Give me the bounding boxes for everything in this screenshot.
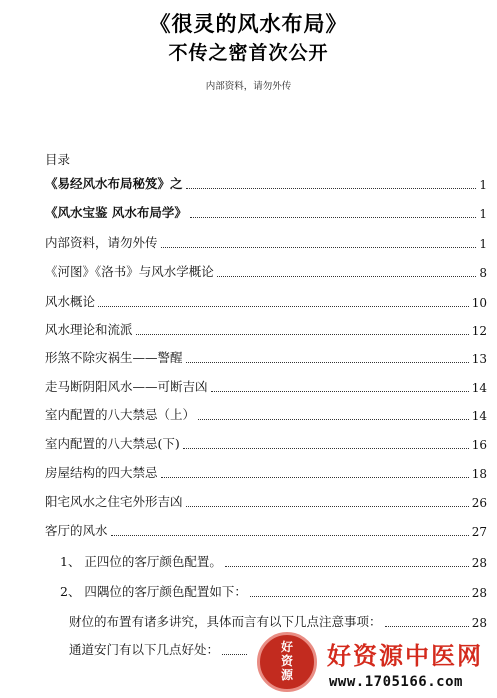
toc-entry[interactable] [45,409,487,422]
watermark-url: www.1705166.com [329,674,463,690]
toc-entry[interactable] [45,207,487,220]
toc-entry[interactable] [45,237,487,250]
toc-dot-leader [186,362,469,363]
toc-entry-page: 26 [471,495,487,510]
toc-heading: 目录 [45,152,71,167]
toc-dot-leader [161,477,469,478]
toc-entry-page: 10 [471,295,487,310]
toc-entry[interactable] [69,616,487,629]
toc-entry-label: 风水概论 [45,294,96,309]
toc-entry-page: 1 [479,236,487,251]
toc-dot-leader [217,276,477,277]
toc-dot-leader [198,419,469,420]
toc-dot-leader [222,654,247,655]
toc-entry[interactable] [45,178,487,191]
toc-entry-page: 27 [471,524,487,539]
toc-entry-label: 2、 四隅位的客厅颜色配置如下： [60,584,247,599]
toc-entry[interactable] [45,467,487,480]
toc-dot-leader [190,217,477,218]
toc-entry[interactable] [60,586,487,599]
toc-entry[interactable] [45,525,487,538]
watermark-text: 好资源中医网 [327,642,483,670]
toc-dot-leader [186,188,477,189]
toc-entry-label: 室内配置的八大禁忌(下) [45,436,180,451]
toc-entry-label: 房屋结构的四大禁忌 [45,465,158,480]
toc-entry[interactable] [45,438,487,451]
toc-entry-page: 14 [471,380,487,395]
toc-dot-leader [186,506,469,507]
toc-dot-leader [111,535,469,536]
toc-entry-page: 13 [471,351,487,366]
toc-dot-leader [385,626,469,627]
toc-entry[interactable] [45,266,487,279]
toc-entry-label: 《河图》《洛书》与风水学概论 [45,264,214,279]
toc-entry-page: 1 [479,177,487,192]
toc-entry-page: 8 [479,265,487,280]
seal-char: 源 [280,667,293,682]
toc-entry-page: 28 [471,615,487,630]
toc-entry-page: 28 [471,585,487,600]
toc-entry-page: 1 [479,206,487,221]
toc-entry-label: 《风水宝鉴 风水布局学》 [45,205,187,220]
watermark [255,630,497,698]
toc-dot-leader [183,448,469,449]
toc-entry-label: 财位的布置有诸多讲究，具体而言有以下几点注意事项： [69,614,382,629]
toc-entry-page: 14 [471,408,487,423]
toc-entry-page: 28 [471,555,487,570]
toc-dot-leader [211,391,469,392]
toc-entry-page: 16 [471,437,487,452]
seal-char: 资 [280,654,293,669]
toc-entry-label: 《易经风水布局秘笈》之 [45,176,183,191]
toc-dot-leader [161,247,477,248]
toc-dot-leader [98,306,469,307]
toc-entry-label: 通道安门有以下几点好处： [69,642,220,657]
toc-entry[interactable] [60,556,487,569]
toc-entry-page: 18 [471,466,487,481]
toc-entry-label: 客厅的风水 [45,523,108,538]
toc-entry[interactable] [45,324,487,337]
toc-entry-label: 阳宅风水之住宅外形吉凶 [45,494,183,509]
toc-entry-label: 1、 正四位的客厅颜色配置。 [60,554,222,569]
toc-entry[interactable] [45,296,487,309]
toc-entry-label: 风水理论和流派 [45,322,133,337]
toc-entry-label: 内部资料，请勿外传 [45,235,158,250]
toc-entry-page: 12 [471,323,487,338]
document-title: 《很灵的风水布局》 [149,12,348,36]
toc-dot-leader [250,596,469,597]
watermark-seal [257,632,317,692]
toc-entry-label: 形煞不除灾祸生——警醒 [45,350,183,365]
toc-dot-leader [225,566,469,567]
toc-entry[interactable] [69,644,250,657]
document-subtitle: 不传之密首次公开 [168,42,329,64]
confidential-note: 内部资料，请勿外传 [205,81,292,92]
toc-entry-label: 室内配置的八大禁忌（上） [45,407,196,422]
toc-dot-leader [136,334,469,335]
toc-entry[interactable] [45,496,487,509]
toc-entry-label: 走马断阴阳风水——可断吉凶 [45,379,208,394]
seal-char: 好 [280,640,293,655]
toc-entry[interactable] [45,381,487,394]
toc-entry[interactable] [45,352,487,365]
